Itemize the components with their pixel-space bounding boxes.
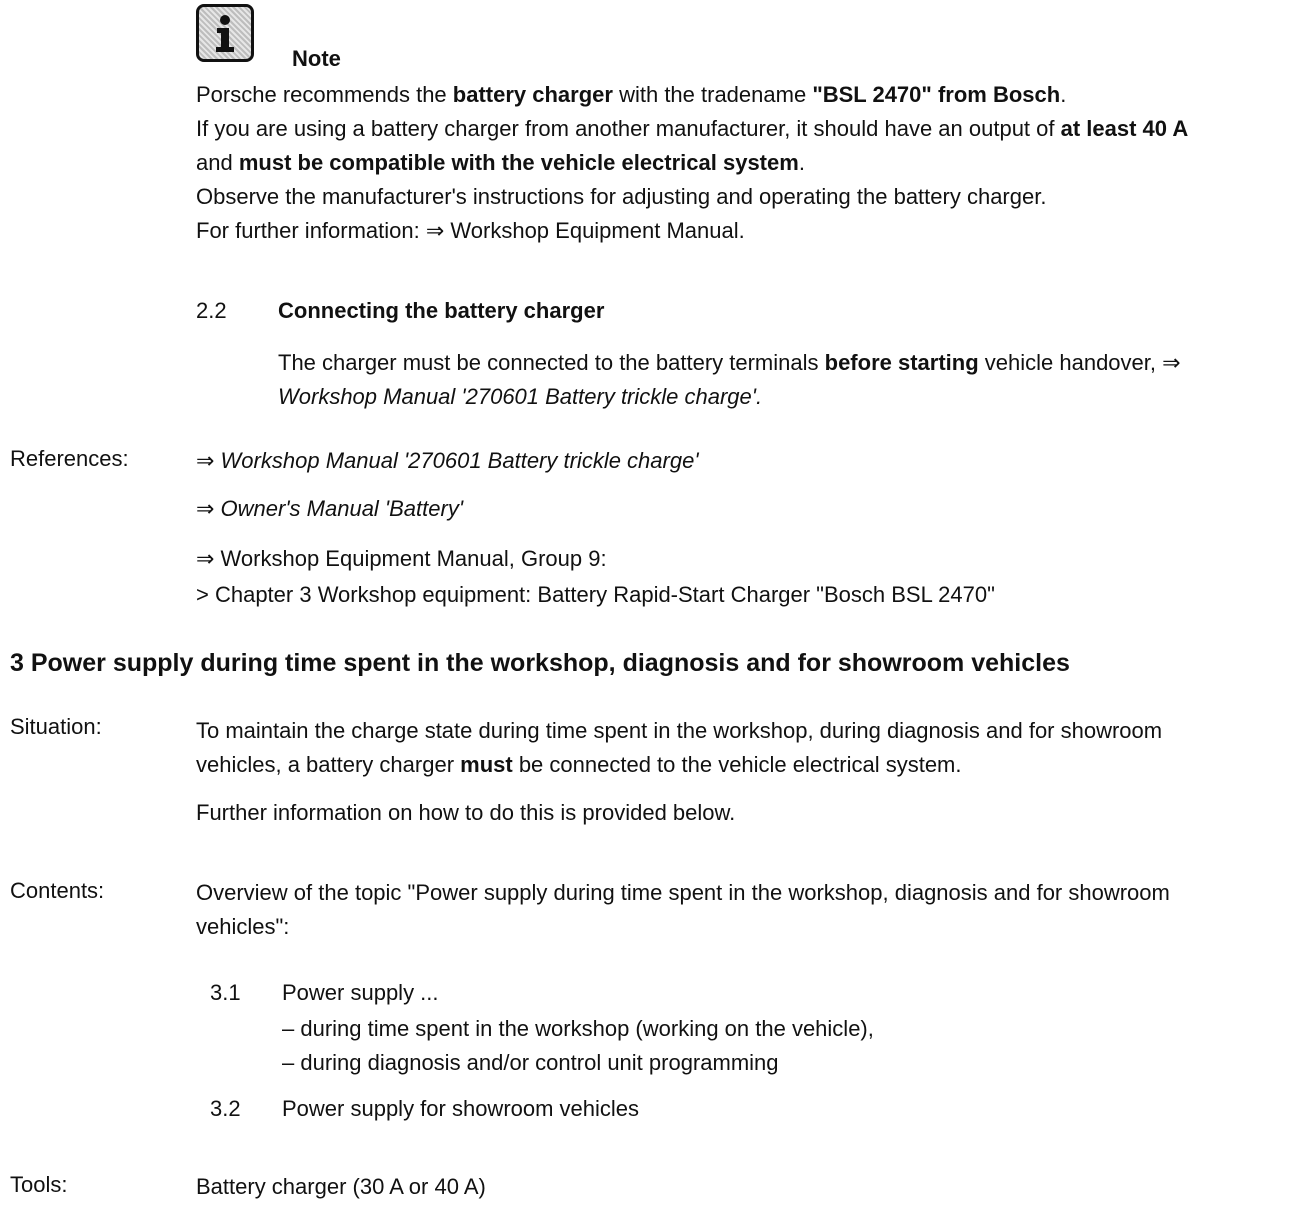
list-item-number: 3.2: [210, 1096, 241, 1121]
info-note-icon: [196, 4, 254, 62]
note-line-2: If you are using a battery charger from another manufacturer, it should have an output of at least 40 A: [196, 116, 1189, 141]
contents-label: Contents:: [10, 878, 105, 903]
contents-line-1: Overview of the topic "Power supply during time spent in the workshop, diagnosis and for showroom: [196, 880, 1170, 905]
note-line-4: Observe the manufacturer's instructions for adjusting and operating the battery charger.: [196, 184, 1047, 209]
reference-owners-manual: ⇒ Owner's Manual 'Battery': [196, 496, 464, 521]
section-2-2-title: Connecting the battery charger: [278, 298, 605, 323]
list-item-line: Power supply for showroom vehicles: [282, 1096, 640, 1121]
situation-line-2: vehicles, a battery charger must be connected to the vehicle electrical system.: [196, 752, 962, 777]
tools-label: Tools:: [10, 1172, 68, 1197]
note-line-5: For further information: ⇒ Workshop Equipment Manual.: [196, 218, 745, 243]
reference-chapter: > Chapter 3 Workshop equipment: Battery Rapid-Start Charger "Bosch BSL 2470": [196, 582, 995, 607]
situation-line-3: Further information on how to do this is provided below.: [196, 800, 736, 825]
note-title: Note: [292, 46, 341, 71]
situation-line-1: To maintain the charge state during time spent in the workshop, during diagnosis and for showroom: [196, 718, 1163, 743]
reference-equipment-manual: ⇒ Workshop Equipment Manual, Group 9:: [196, 546, 607, 571]
section-3-heading: 3 Power supply during time spent in the workshop, diagnosis and for showroom vehicles: [10, 649, 1070, 677]
note-line-3: and must be compatible with the vehicle electrical system.: [196, 150, 805, 175]
list-item-line: – during diagnosis and/or control unit programming: [282, 1050, 779, 1075]
list-item-line: – during time spent in the workshop (working on the vehicle),: [282, 1016, 874, 1041]
situation-label: Situation:: [10, 714, 102, 739]
list-item-number: 3.1: [210, 980, 241, 1005]
section-2-2-number: 2.2: [196, 298, 227, 323]
tools-value: Battery charger (30 A or 40 A): [196, 1174, 486, 1199]
list-item-line: Power supply ...: [282, 980, 439, 1005]
references-label: References:: [10, 446, 129, 471]
section-2-2-paragraph-line-2: Workshop Manual '270601 Battery trickle charge'.: [278, 384, 763, 409]
reference-workshop-manual: ⇒ Workshop Manual '270601 Battery trickle charge': [196, 448, 699, 473]
contents-line-2: vehicles":: [196, 914, 290, 939]
section-2-2-paragraph-line-1: The charger must be connected to the battery terminals before starting vehicle handover, ⇒: [278, 350, 1181, 375]
note-line-1: Porsche recommends the battery charger with the tradename "BSL 2470" from Bosch.: [196, 82, 1067, 107]
